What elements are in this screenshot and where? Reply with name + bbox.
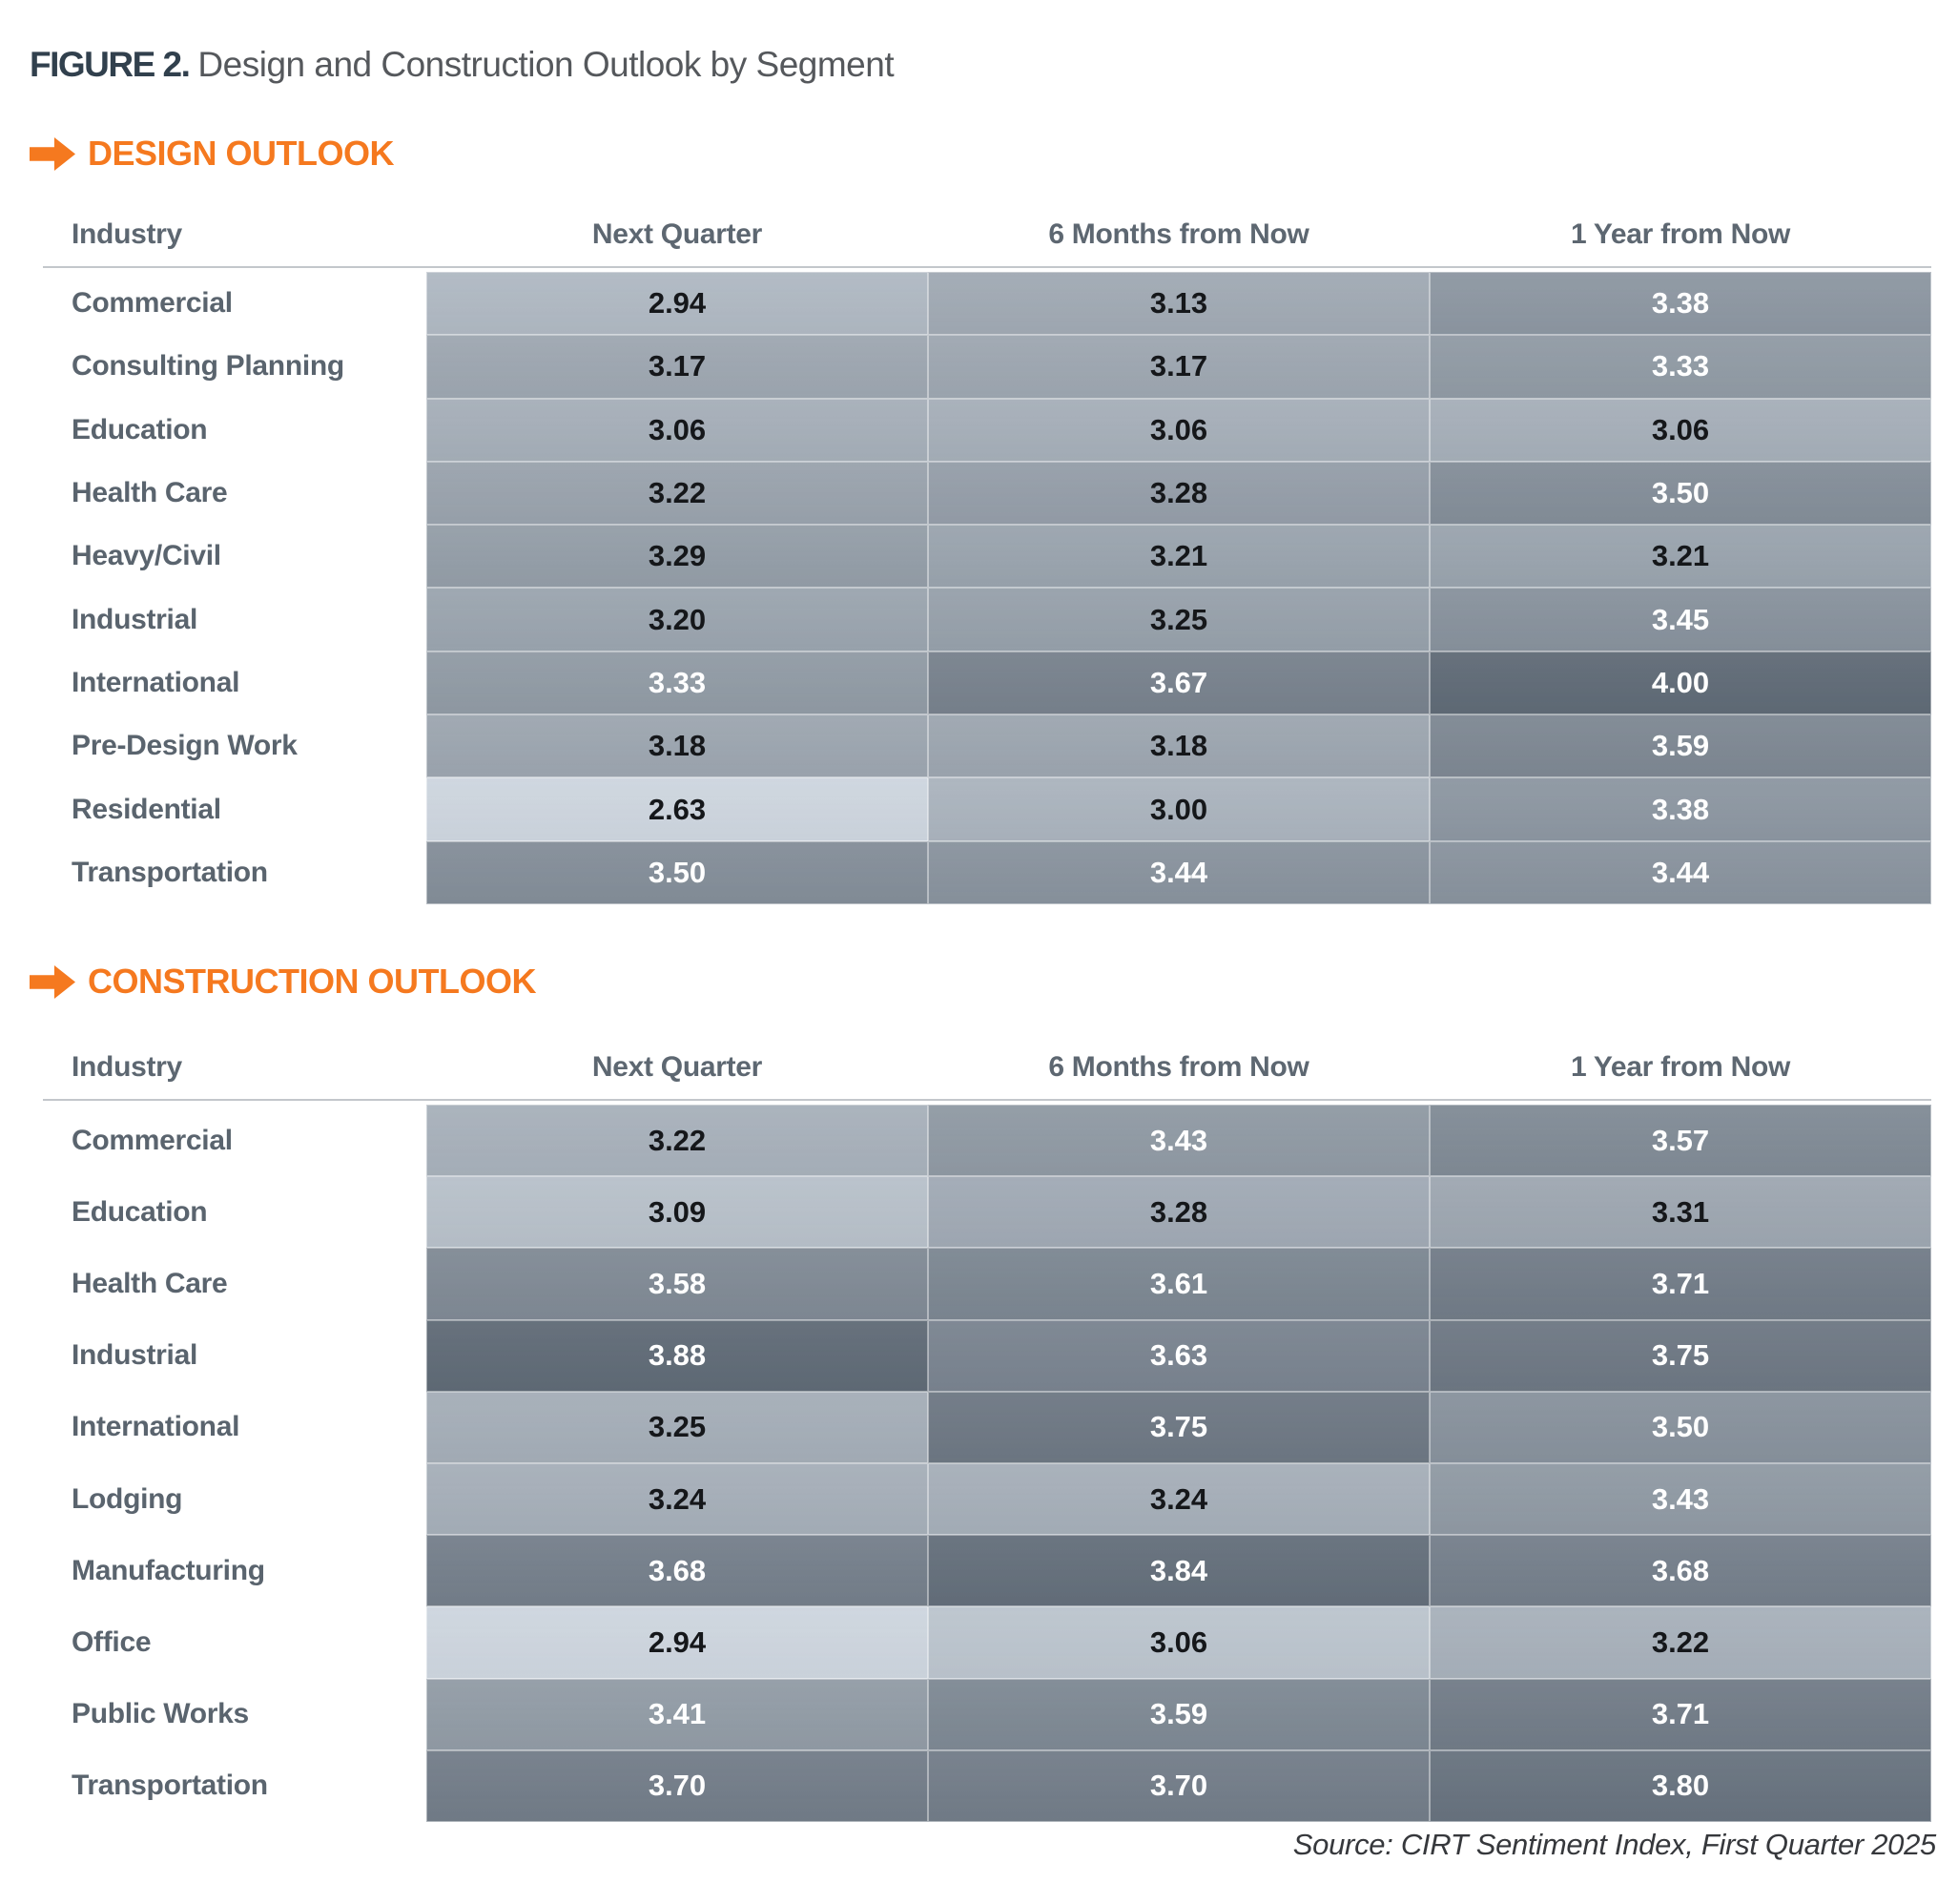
value-cell: 3.44 xyxy=(1430,841,1931,904)
figure-number: FIGURE 2. xyxy=(30,45,190,84)
design-outlook-table xyxy=(43,203,1931,904)
value-cell: 3.45 xyxy=(1430,588,1931,651)
industry-label: International xyxy=(43,652,426,714)
value-cell: 3.80 xyxy=(1430,1750,1931,1822)
value-cell: 3.75 xyxy=(1430,1320,1931,1392)
value-cell: 3.29 xyxy=(426,525,928,588)
column-header-next-quarter: Next Quarter xyxy=(591,218,763,250)
value-cell: 3.21 xyxy=(928,525,1430,588)
value-cell: 3.43 xyxy=(928,1105,1430,1176)
value-cell: 3.09 xyxy=(426,1176,928,1248)
value-cell: 3.22 xyxy=(426,1105,928,1176)
industry-label: Transportation xyxy=(43,1750,426,1822)
value-cell: 3.50 xyxy=(1430,1392,1931,1463)
value-cell: 2.63 xyxy=(426,777,928,840)
construction-table-body xyxy=(43,1105,1931,1822)
value-cell: 3.68 xyxy=(1430,1535,1931,1606)
value-cell: 3.06 xyxy=(426,399,928,462)
industry-label: Manufacturing xyxy=(43,1535,426,1606)
value-cell: 3.41 xyxy=(426,1679,928,1750)
industry-label: Public Works xyxy=(43,1679,426,1750)
industry-label: Consulting Planning xyxy=(43,335,426,398)
section-label-design: DESIGN OUTLOOK xyxy=(88,134,395,173)
value-cell: 2.94 xyxy=(426,272,928,335)
value-cell: 3.00 xyxy=(928,777,1430,840)
industry-label: Heavy/Civil xyxy=(43,525,426,588)
value-cell: 3.68 xyxy=(426,1535,928,1606)
value-cell: 3.18 xyxy=(928,714,1430,777)
value-cell: 3.18 xyxy=(426,714,928,777)
value-cell: 3.44 xyxy=(928,841,1430,904)
value-cell: 3.70 xyxy=(426,1750,928,1822)
value-cell: 4.00 xyxy=(1430,652,1931,714)
value-cell: 3.20 xyxy=(426,588,928,651)
value-cell: 3.50 xyxy=(426,841,928,904)
industry-label: Health Care xyxy=(43,462,426,525)
industry-label: Education xyxy=(43,399,426,462)
value-cell: 3.24 xyxy=(426,1463,928,1535)
value-cell: 3.13 xyxy=(928,272,1430,335)
section-label-construction: CONSTRUCTION OUTLOOK xyxy=(88,962,536,1001)
value-cell: 3.33 xyxy=(1430,335,1931,398)
value-cell: 3.24 xyxy=(928,1463,1430,1535)
construction-outlook-table xyxy=(43,1036,1931,1822)
industry-label: Lodging xyxy=(43,1463,426,1535)
value-cell: 3.06 xyxy=(1430,399,1931,462)
column-header-1-year: 1 Year from Now xyxy=(1570,218,1791,250)
value-cell: 3.38 xyxy=(1430,272,1931,335)
value-cell: 3.75 xyxy=(928,1392,1430,1463)
value-cell: 3.84 xyxy=(928,1535,1430,1606)
industry-label: Commercial xyxy=(43,272,426,335)
column-header-next-quarter: Next Quarter xyxy=(591,1051,763,1083)
column-header-industry: Industry xyxy=(72,218,182,250)
design-table-body xyxy=(43,272,1931,904)
design-table-header-row xyxy=(43,203,1931,268)
value-cell: 3.25 xyxy=(426,1392,928,1463)
value-cell: 3.38 xyxy=(1430,777,1931,840)
value-cell: 3.88 xyxy=(426,1320,928,1392)
industry-label: Education xyxy=(43,1176,426,1248)
value-cell: 3.17 xyxy=(426,335,928,398)
industry-label: Health Care xyxy=(43,1248,426,1319)
industry-label: Pre-Design Work xyxy=(43,714,426,777)
value-cell: 3.71 xyxy=(1430,1248,1931,1319)
figure-title xyxy=(30,46,894,85)
section-header-design-outlook xyxy=(30,135,394,172)
industry-label: International xyxy=(43,1392,426,1463)
value-cell: 3.25 xyxy=(928,588,1430,651)
value-cell: 3.59 xyxy=(928,1679,1430,1750)
column-header-6-months: 6 Months from Now xyxy=(1048,1051,1309,1083)
industry-label: Residential xyxy=(43,777,426,840)
arrow-right-icon xyxy=(30,137,75,171)
value-cell: 3.50 xyxy=(1430,462,1931,525)
industry-label: Industrial xyxy=(43,1320,426,1392)
value-cell: 3.71 xyxy=(1430,1679,1931,1750)
value-cell: 3.06 xyxy=(928,1606,1430,1678)
source-note: Source: CIRT Sentiment Index, First Quarter 2025 xyxy=(1292,1828,1936,1861)
value-cell: 3.22 xyxy=(426,462,928,525)
value-cell: 2.94 xyxy=(426,1606,928,1678)
column-header-6-months: 6 Months from Now xyxy=(1048,218,1309,250)
value-cell: 3.22 xyxy=(1430,1606,1931,1678)
value-cell: 3.28 xyxy=(928,462,1430,525)
value-cell: 3.67 xyxy=(928,652,1430,714)
value-cell: 3.63 xyxy=(928,1320,1430,1392)
column-header-industry: Industry xyxy=(72,1051,182,1083)
value-cell: 3.57 xyxy=(1430,1105,1931,1176)
value-cell: 3.28 xyxy=(928,1176,1430,1248)
construction-table-header-row xyxy=(43,1036,1931,1101)
industry-label: Industrial xyxy=(43,588,426,651)
value-cell: 3.58 xyxy=(426,1248,928,1319)
value-cell: 3.06 xyxy=(928,399,1430,462)
section-header-construction-outlook xyxy=(30,963,536,1000)
value-cell: 3.21 xyxy=(1430,525,1931,588)
value-cell: 3.17 xyxy=(928,335,1430,398)
industry-label: Transportation xyxy=(43,841,426,904)
column-header-1-year: 1 Year from Now xyxy=(1570,1051,1791,1083)
value-cell: 3.43 xyxy=(1430,1463,1931,1535)
value-cell: 3.61 xyxy=(928,1248,1430,1319)
industry-label: Office xyxy=(43,1606,426,1678)
arrow-right-icon xyxy=(30,965,75,999)
value-cell: 3.31 xyxy=(1430,1176,1931,1248)
industry-label: Commercial xyxy=(43,1105,426,1176)
value-cell: 3.59 xyxy=(1430,714,1931,777)
value-cell: 3.33 xyxy=(426,652,928,714)
value-cell: 3.70 xyxy=(928,1750,1430,1822)
figure-caption: Design and Construction Outlook by Segment xyxy=(197,45,895,84)
